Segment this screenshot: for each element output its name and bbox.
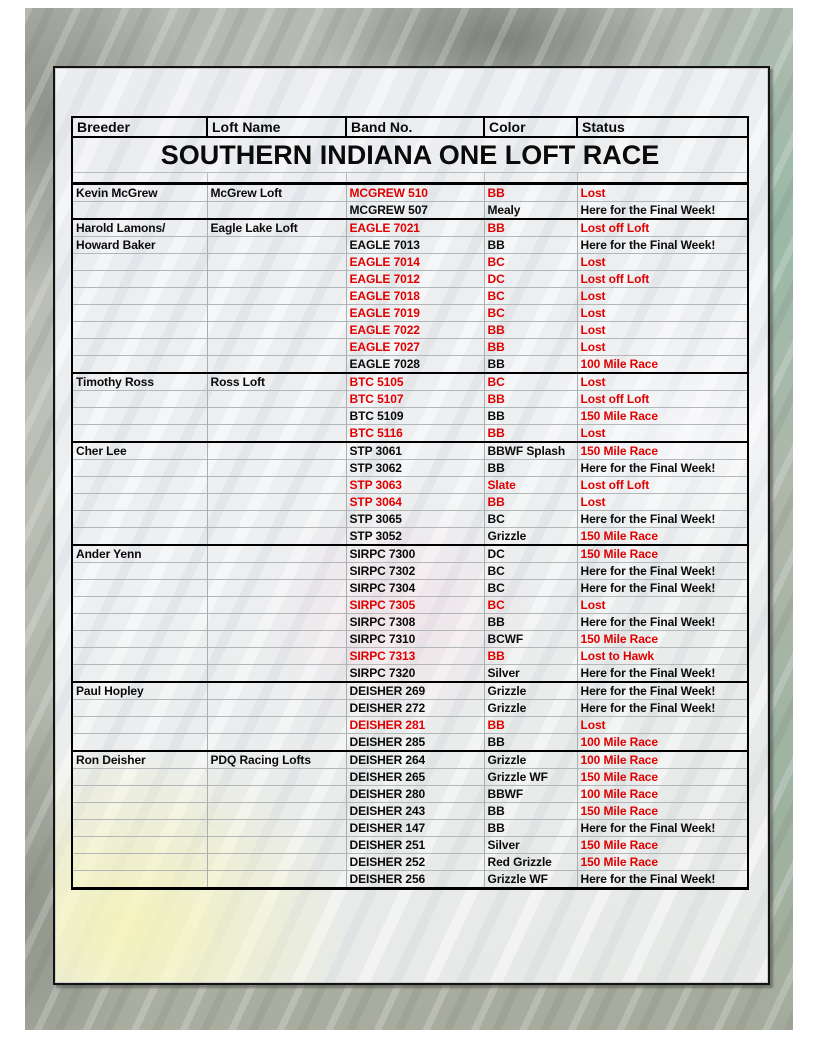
color-cell: Mealy (484, 202, 577, 220)
breeder-cell (72, 769, 207, 786)
color-cell: BB (484, 339, 577, 356)
band-cell: EAGLE 7022 (346, 322, 484, 339)
breeder-cell (72, 803, 207, 820)
breeder-cell (72, 665, 207, 683)
loft-cell (207, 494, 346, 511)
band-cell: BTC 5107 (346, 391, 484, 408)
breeder-cell (72, 837, 207, 854)
breeder-cell (72, 700, 207, 717)
status-cell: Lost (577, 597, 748, 614)
color-cell: BC (484, 511, 577, 528)
loft-cell (207, 769, 346, 786)
band-cell: DEISHER 285 (346, 734, 484, 752)
bird-row (72, 854, 748, 871)
status-cell: Here for the Final Week! (577, 665, 748, 683)
bird-row (72, 442, 748, 460)
status-cell: Lost (577, 373, 748, 391)
band-cell: SIRPC 7302 (346, 563, 484, 580)
loft-cell (207, 391, 346, 408)
status-cell: Lost (577, 494, 748, 511)
bird-row (72, 373, 748, 391)
band-cell: DEISHER 264 (346, 751, 484, 769)
loft-cell (207, 408, 346, 425)
loft-cell: Eagle Lake Loft (207, 219, 346, 237)
color-cell: DC (484, 545, 577, 563)
color-cell: BB (484, 356, 577, 374)
bird-row (72, 545, 748, 563)
breeder-cell (72, 254, 207, 271)
breeder-cell (72, 288, 207, 305)
breeder-cell (72, 356, 207, 374)
loft-cell (207, 614, 346, 631)
band-cell: SIRPC 7305 (346, 597, 484, 614)
status-cell: Here for the Final Week! (577, 460, 748, 477)
loft-cell (207, 648, 346, 665)
bird-row (72, 477, 748, 494)
color-cell: BB (484, 648, 577, 665)
loft-cell (207, 580, 346, 597)
breeder-cell (72, 511, 207, 528)
loft-cell (207, 425, 346, 443)
color-cell: Silver (484, 837, 577, 854)
breeder-cell (72, 477, 207, 494)
status-cell: Here for the Final Week! (577, 563, 748, 580)
color-cell: BB (484, 614, 577, 631)
spacer-row (72, 173, 748, 184)
breeder-cell (72, 734, 207, 752)
band-cell: DEISHER 281 (346, 717, 484, 734)
band-cell: EAGLE 7027 (346, 339, 484, 356)
color-cell: BB (484, 237, 577, 254)
band-cell: MCGREW 507 (346, 202, 484, 220)
status-cell: Lost off Loft (577, 477, 748, 494)
loft-cell (207, 803, 346, 820)
band-cell: STP 3052 (346, 528, 484, 546)
color-cell: BC (484, 288, 577, 305)
breeder-cell (72, 391, 207, 408)
status-cell: Lost (577, 288, 748, 305)
loft-cell: PDQ Racing Lofts (207, 751, 346, 769)
band-cell: EAGLE 7012 (346, 271, 484, 288)
bird-row (72, 494, 748, 511)
loft-cell (207, 786, 346, 803)
band-cell: STP 3065 (346, 511, 484, 528)
status-cell: 150 Mile Race (577, 631, 748, 648)
loft-cell (207, 271, 346, 288)
bird-row (72, 786, 748, 803)
loft-cell: McGrew Loft (207, 184, 346, 202)
status-cell: 100 Mile Race (577, 751, 748, 769)
bird-row (72, 580, 748, 597)
band-cell: BTC 5109 (346, 408, 484, 425)
status-cell: Lost (577, 184, 748, 202)
bird-row (72, 237, 748, 254)
bird-row (72, 528, 748, 546)
status-cell: Lost off Loft (577, 391, 748, 408)
column-header-band-no: Band No. (346, 117, 484, 137)
status-cell: Lost (577, 717, 748, 734)
bird-row (72, 219, 748, 237)
breeder-cell (72, 408, 207, 425)
column-header-breeder: Breeder (72, 117, 207, 137)
band-cell: STP 3064 (346, 494, 484, 511)
breeder-cell: Harold Lamons/ (72, 219, 207, 237)
status-cell: Here for the Final Week! (577, 700, 748, 717)
band-cell: DEISHER 147 (346, 820, 484, 837)
status-cell: Lost (577, 254, 748, 271)
race-table-body (72, 184, 748, 889)
color-cell: DC (484, 271, 577, 288)
band-cell: DEISHER 272 (346, 700, 484, 717)
loft-cell (207, 322, 346, 339)
breeder-cell: Howard Baker (72, 237, 207, 254)
bird-row (72, 254, 748, 271)
loft-cell (207, 837, 346, 854)
color-cell: BB (484, 322, 577, 339)
color-cell: BB (484, 820, 577, 837)
loft-cell (207, 477, 346, 494)
color-cell: Grizzle (484, 700, 577, 717)
color-cell: BC (484, 563, 577, 580)
bird-row (72, 631, 748, 648)
bird-row (72, 356, 748, 374)
loft-cell (207, 631, 346, 648)
loft-cell (207, 597, 346, 614)
bird-row (72, 871, 748, 889)
loft-cell (207, 237, 346, 254)
loft-cell (207, 563, 346, 580)
breeder-cell (72, 322, 207, 339)
loft-cell (207, 682, 346, 700)
bird-row (72, 820, 748, 837)
band-cell: DEISHER 265 (346, 769, 484, 786)
color-cell: BC (484, 305, 577, 322)
loft-cell (207, 545, 346, 563)
document-page (53, 66, 770, 985)
bird-row (72, 563, 748, 580)
color-cell: Slate (484, 477, 577, 494)
band-cell: EAGLE 7014 (346, 254, 484, 271)
status-cell: 100 Mile Race (577, 356, 748, 374)
band-cell: DEISHER 269 (346, 682, 484, 700)
status-cell: Lost (577, 305, 748, 322)
loft-cell (207, 854, 346, 871)
color-cell: BB (484, 803, 577, 820)
band-cell: EAGLE 7013 (346, 237, 484, 254)
breeder-cell: Paul Hopley (72, 682, 207, 700)
color-cell: BB (484, 494, 577, 511)
loft-cell (207, 339, 346, 356)
status-cell: Here for the Final Week! (577, 511, 748, 528)
bird-row (72, 734, 748, 752)
breeder-cell: Cher Lee (72, 442, 207, 460)
status-cell: Lost (577, 425, 748, 443)
status-cell: Here for the Final Week! (577, 202, 748, 220)
status-cell: Lost off Loft (577, 219, 748, 237)
status-cell: 150 Mile Race (577, 408, 748, 425)
band-cell: SIRPC 7308 (346, 614, 484, 631)
breeder-cell (72, 305, 207, 322)
breeder-cell (72, 202, 207, 220)
page-title: SOUTHERN INDIANA ONE LOFT RACE (72, 137, 748, 173)
color-cell: Silver (484, 665, 577, 683)
band-cell: DEISHER 280 (346, 786, 484, 803)
band-cell: DEISHER 256 (346, 871, 484, 889)
bird-row (72, 837, 748, 854)
bird-row (72, 460, 748, 477)
status-cell: Here for the Final Week! (577, 871, 748, 889)
breeder-cell: Timothy Ross (72, 373, 207, 391)
color-cell: Grizzle WF (484, 871, 577, 889)
bird-row (72, 408, 748, 425)
band-cell: MCGREW 510 (346, 184, 484, 202)
band-cell: EAGLE 7028 (346, 356, 484, 374)
band-cell: EAGLE 7018 (346, 288, 484, 305)
loft-cell (207, 254, 346, 271)
bird-row (72, 391, 748, 408)
status-cell: Here for the Final Week! (577, 820, 748, 837)
color-cell: BC (484, 580, 577, 597)
spacer-cell (72, 173, 207, 184)
bird-row (72, 682, 748, 700)
color-cell: BC (484, 597, 577, 614)
spacer-cell (577, 173, 748, 184)
color-cell: BB (484, 734, 577, 752)
loft-cell (207, 356, 346, 374)
status-cell: Here for the Final Week! (577, 614, 748, 631)
status-cell: Here for the Final Week! (577, 682, 748, 700)
race-report-table (71, 116, 749, 890)
color-cell: BB (484, 408, 577, 425)
color-cell: Grizzle (484, 751, 577, 769)
bird-row (72, 717, 748, 734)
bird-row (72, 425, 748, 443)
status-cell: 150 Mile Race (577, 528, 748, 546)
loft-cell (207, 717, 346, 734)
loft-cell (207, 511, 346, 528)
status-cell: 150 Mile Race (577, 545, 748, 563)
breeder-cell (72, 871, 207, 889)
column-header-status: Status (577, 117, 748, 137)
loft-cell (207, 288, 346, 305)
loft-cell (207, 305, 346, 322)
breeder-cell (72, 494, 207, 511)
status-cell: Lost (577, 339, 748, 356)
bird-row (72, 271, 748, 288)
bird-row (72, 305, 748, 322)
status-cell: 100 Mile Race (577, 734, 748, 752)
color-cell: BBWF Splash (484, 442, 577, 460)
bird-row (72, 648, 748, 665)
breeder-cell: Kevin McGrew (72, 184, 207, 202)
status-cell: 150 Mile Race (577, 803, 748, 820)
spacer-cell (207, 173, 346, 184)
bird-row (72, 751, 748, 769)
marbled-backdrop (25, 8, 793, 1030)
color-cell: BC (484, 373, 577, 391)
color-cell: BCWF (484, 631, 577, 648)
band-cell: SIRPC 7300 (346, 545, 484, 563)
color-cell: Grizzle (484, 528, 577, 546)
status-cell: Lost off Loft (577, 271, 748, 288)
breeder-cell (72, 820, 207, 837)
breeder-cell (72, 425, 207, 443)
color-cell: Grizzle WF (484, 769, 577, 786)
title-row (72, 137, 748, 173)
spacer-cell (346, 173, 484, 184)
spacer-cell (484, 173, 577, 184)
bird-row (72, 597, 748, 614)
loft-cell (207, 871, 346, 889)
loft-cell (207, 820, 346, 837)
band-cell: BTC 5116 (346, 425, 484, 443)
loft-cell (207, 734, 346, 752)
breeder-cell (72, 648, 207, 665)
status-cell: 150 Mile Race (577, 769, 748, 786)
band-cell: EAGLE 7019 (346, 305, 484, 322)
band-cell: STP 3063 (346, 477, 484, 494)
breeder-cell (72, 717, 207, 734)
loft-cell (207, 442, 346, 460)
breeder-cell (72, 563, 207, 580)
loft-cell (207, 665, 346, 683)
bird-row (72, 769, 748, 786)
color-cell: BB (484, 717, 577, 734)
bird-row (72, 322, 748, 339)
breeder-cell: Ron Deisher (72, 751, 207, 769)
loft-cell (207, 700, 346, 717)
color-cell: BB (484, 391, 577, 408)
band-cell: STP 3062 (346, 460, 484, 477)
status-cell: 150 Mile Race (577, 854, 748, 871)
breeder-cell (72, 580, 207, 597)
bird-row (72, 665, 748, 683)
bird-row (72, 184, 748, 202)
loft-cell (207, 460, 346, 477)
bird-row (72, 803, 748, 820)
loft-cell (207, 202, 346, 220)
bird-row (72, 202, 748, 220)
band-cell: DEISHER 251 (346, 837, 484, 854)
color-cell: BB (484, 425, 577, 443)
band-cell: SIRPC 7310 (346, 631, 484, 648)
breeder-cell (72, 631, 207, 648)
color-cell: Red Grizzle (484, 854, 577, 871)
breeder-cell (72, 528, 207, 546)
band-cell: DEISHER 252 (346, 854, 484, 871)
band-cell: DEISHER 243 (346, 803, 484, 820)
color-cell: Grizzle (484, 682, 577, 700)
band-cell: BTC 5105 (346, 373, 484, 391)
column-header-color: Color (484, 117, 577, 137)
breeder-cell (72, 597, 207, 614)
color-cell: BB (484, 460, 577, 477)
breeder-cell (72, 786, 207, 803)
band-cell: SIRPC 7304 (346, 580, 484, 597)
color-cell: BB (484, 219, 577, 237)
bird-row (72, 288, 748, 305)
status-cell: Here for the Final Week! (577, 237, 748, 254)
breeder-cell (72, 460, 207, 477)
status-cell: Lost (577, 322, 748, 339)
band-cell: SIRPC 7313 (346, 648, 484, 665)
bird-row (72, 700, 748, 717)
breeder-cell (72, 271, 207, 288)
header-row (72, 117, 748, 137)
bird-row (72, 339, 748, 356)
status-cell: 100 Mile Race (577, 786, 748, 803)
color-cell: BC (484, 254, 577, 271)
breeder-cell: Ander Yenn (72, 545, 207, 563)
status-cell: Here for the Final Week! (577, 580, 748, 597)
breeder-cell (72, 614, 207, 631)
loft-cell (207, 528, 346, 546)
breeder-cell (72, 854, 207, 871)
color-cell: BB (484, 184, 577, 202)
status-cell: 150 Mile Race (577, 442, 748, 460)
band-cell: STP 3061 (346, 442, 484, 460)
breeder-cell (72, 339, 207, 356)
table-header (72, 117, 748, 137)
status-cell: 150 Mile Race (577, 837, 748, 854)
loft-cell: Ross Loft (207, 373, 346, 391)
bird-row (72, 511, 748, 528)
band-cell: EAGLE 7021 (346, 219, 484, 237)
column-header-loft-name: Loft Name (207, 117, 346, 137)
band-cell: SIRPC 7320 (346, 665, 484, 683)
bird-row (72, 614, 748, 631)
status-cell: Lost to Hawk (577, 648, 748, 665)
color-cell: BBWF (484, 786, 577, 803)
title-block (72, 137, 748, 184)
